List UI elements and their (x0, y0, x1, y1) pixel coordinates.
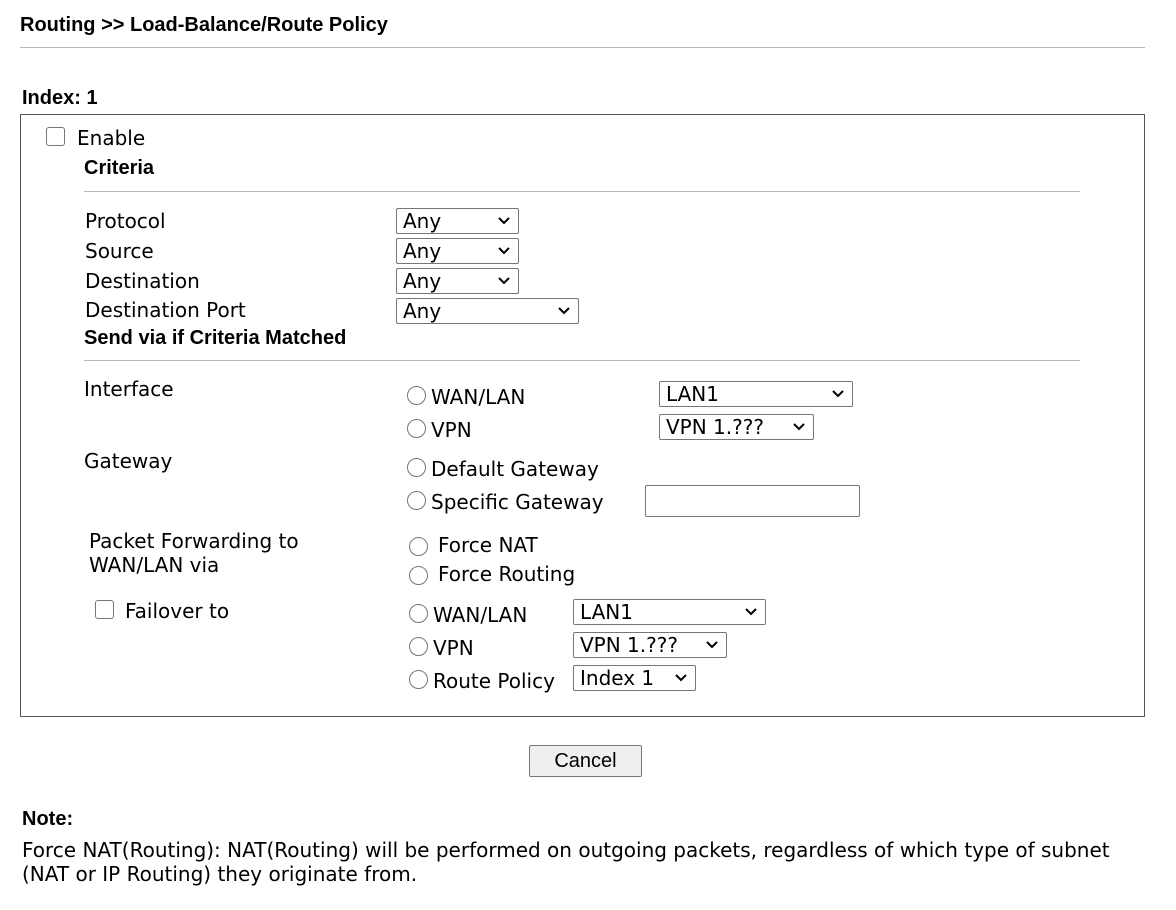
enable-checkbox[interactable] (46, 127, 65, 146)
specific-gateway-input[interactable] (645, 485, 860, 517)
default-gateway-label: Default Gateway (431, 457, 599, 481)
destination-port-select-value: Any (403, 299, 442, 323)
enable-label: Enable (77, 126, 146, 150)
failover-wan-lan-label: WAN/LAN (433, 603, 528, 627)
force-nat-radio[interactable] (409, 537, 428, 556)
cancel-button[interactable]: Cancel (529, 745, 642, 777)
source-select-value: Any (403, 239, 442, 263)
chevron-down-icon (556, 302, 572, 320)
interface-wan-lan-radio[interactable] (407, 386, 426, 405)
failover-vpn-select-value: VPN 1.??? (580, 633, 678, 657)
criteria-divider (84, 191, 1080, 192)
failover-vpn-radio[interactable] (409, 637, 428, 656)
chevron-down-icon (704, 636, 720, 654)
chevron-down-icon (496, 272, 512, 290)
failover-wan-lan-radio[interactable] (409, 604, 428, 623)
page-title: Routing >> Load-Balance/Route Policy (20, 14, 388, 36)
policy-panel (20, 114, 1145, 717)
packet-forwarding-label-line2: WAN/LAN via (89, 553, 220, 577)
failover-route-policy-select-value: Index 1 (580, 666, 655, 690)
protocol-select[interactable] (396, 208, 519, 234)
chevron-down-icon (743, 603, 759, 621)
failover-vpn-label: VPN (433, 636, 474, 660)
chevron-down-icon (496, 212, 512, 230)
interface-wan-lan-select-value: LAN1 (666, 382, 719, 406)
specific-gateway-radio[interactable] (407, 491, 426, 510)
force-routing-label: Force Routing (438, 562, 576, 586)
failover-wan-lan-select[interactable] (573, 599, 766, 625)
default-gateway-radio[interactable] (407, 458, 426, 477)
chevron-down-icon (496, 242, 512, 260)
criteria-heading: Criteria (84, 157, 155, 179)
note-text: Force NAT(Routing): NAT(Routing) will be performed on outgoing packets, regardless of which type of subnet (NAT or IP Routing) they originate from. (22, 838, 1110, 886)
interface-vpn-select[interactable] (659, 414, 814, 440)
failover-route-policy-radio[interactable] (409, 670, 428, 689)
interface-label: Interface (84, 377, 174, 401)
chevron-down-icon (673, 669, 689, 687)
destination-label: Destination (85, 269, 200, 293)
interface-wan-lan-label: WAN/LAN (431, 385, 526, 409)
chevron-down-icon (791, 418, 807, 436)
source-select[interactable] (396, 238, 519, 264)
destination-port-label: Destination Port (85, 298, 246, 322)
chevron-down-icon (830, 385, 846, 403)
failover-checkbox[interactable] (95, 600, 114, 619)
packet-forwarding-label-line1: Packet Forwarding to (89, 529, 299, 553)
send-via-heading: Send via if Criteria Matched (84, 327, 347, 349)
send-via-divider (84, 360, 1080, 361)
title-divider (20, 47, 1145, 48)
destination-port-select[interactable] (396, 298, 579, 324)
failover-vpn-select[interactable] (573, 632, 727, 658)
failover-route-policy-select[interactable] (573, 665, 696, 691)
force-nat-label: Force NAT (438, 533, 538, 557)
destination-select-value: Any (403, 269, 442, 293)
interface-vpn-select-value: VPN 1.??? (666, 415, 764, 439)
protocol-select-value: Any (403, 209, 442, 233)
source-label: Source (85, 239, 154, 263)
failover-label: Failover to (125, 599, 230, 623)
index-label: Index: 1 (22, 87, 98, 109)
interface-vpn-label: VPN (431, 418, 472, 442)
protocol-label: Protocol (85, 209, 166, 233)
failover-wan-lan-select-value: LAN1 (580, 600, 633, 624)
force-routing-radio[interactable] (409, 566, 428, 585)
interface-vpn-radio[interactable] (407, 419, 426, 438)
failover-route-policy-label: Route Policy (433, 669, 555, 693)
note-heading: Note: (22, 808, 74, 830)
interface-wan-lan-select[interactable] (659, 381, 853, 407)
gateway-label: Gateway (84, 449, 173, 473)
specific-gateway-label: Specific Gateway (431, 490, 604, 514)
destination-select[interactable] (396, 268, 519, 294)
